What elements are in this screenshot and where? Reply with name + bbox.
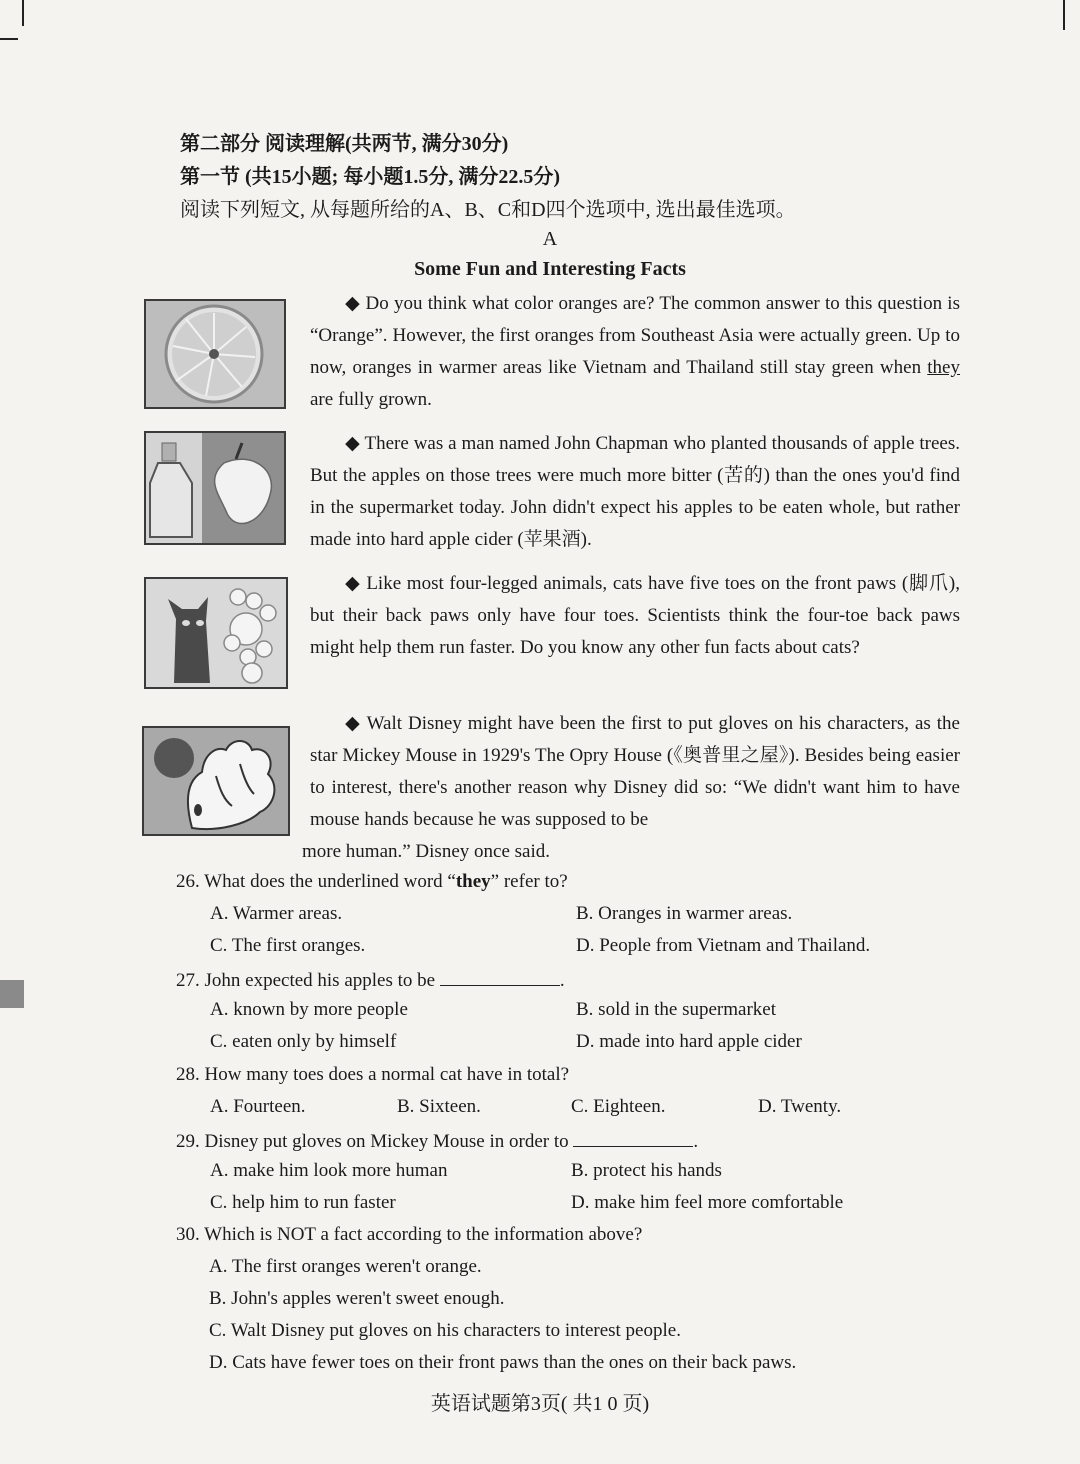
question-number: 26.	[176, 871, 200, 892]
option-c[interactable]: C. Eighteen.	[571, 1096, 666, 1117]
crop-mark	[0, 38, 18, 40]
crop-mark	[22, 0, 24, 26]
answer-blank	[573, 1128, 693, 1147]
option-d[interactable]: D. Twenty.	[758, 1096, 842, 1117]
question-stem: John expected his apples to be	[204, 970, 436, 991]
underlined-word: they	[927, 357, 960, 378]
question-27: 27. John expected his apples to be .	[176, 967, 565, 992]
section-header	[180, 128, 1000, 227]
question-stem: Which is NOT a fact according to the information above?	[204, 1224, 643, 1245]
option-a[interactable]: A. known by more people	[210, 999, 408, 1020]
binding-tab	[0, 980, 24, 1008]
option-c[interactable]: C. Walt Disney put gloves on his characters to interest people.	[209, 1320, 681, 1341]
option-d[interactable]: D. People from Vietnam and Thailand.	[576, 935, 871, 956]
fact-text: ◆ Like most four-legged animals, cats have five toes on the front paws (脚爪), but their back paws only have four toes. Scientists think the four-toe back paws might help them run faster. Do you know any other fun facts about cats?	[310, 573, 960, 658]
option-b[interactable]: B. Sixteen.	[397, 1096, 481, 1117]
fact-apple	[310, 428, 960, 556]
option-b[interactable]: B. protect his hands	[571, 1160, 722, 1181]
instructions: 阅读下列短文, 从每题所给的A、B、C和D四个选项中, 选出最佳选项。	[180, 199, 796, 221]
question-29: 29. Disney put gloves on Mickey Mouse in order to .	[176, 1128, 698, 1153]
section-title: 第一节 (共15小题; 每小题1.5分, 满分22.5分)	[180, 166, 560, 188]
fact-text: more human.” Disney once said.	[302, 841, 550, 862]
cider-apple-image	[144, 431, 286, 545]
option-c[interactable]: C. eaten only by himself	[210, 1031, 397, 1052]
question-keyword: they	[455, 871, 491, 892]
fact-text: ◆ Walt Disney might have been the first to put gloves on his characters, as the star Mickey Mouse in 1929's The Opry House (《奥普里之屋》). Besides being easier to interest, there's another reason why Disney did so: “We didn't want him to have mouse hands because he was supposed to be	[310, 713, 960, 830]
question-stem: ” refer to?	[490, 871, 568, 892]
crop-mark	[1063, 0, 1065, 30]
question-26	[176, 871, 568, 893]
question-number: 29.	[176, 1131, 200, 1152]
fact-orange	[310, 288, 960, 416]
option-a[interactable]: A. The first oranges weren't orange.	[209, 1256, 482, 1277]
option-b[interactable]: B. John's apples weren't sweet enough.	[209, 1288, 505, 1309]
option-d[interactable]: D. Cats have fewer toes on their front paws than the ones on their back paws.	[209, 1352, 797, 1373]
question-30	[176, 1224, 642, 1246]
fact-cat	[310, 568, 960, 664]
question-stem: What does the underlined word “	[204, 871, 456, 892]
option-c[interactable]: C. help him to run faster	[210, 1192, 396, 1213]
orange-image	[144, 299, 286, 409]
option-a[interactable]: A. make him look more human	[210, 1160, 448, 1181]
fact-text: ◆ Do you think what color oranges are? The common answer to this question is “Orange”. However, the first oranges from Southeast Asia were actually green. Up to now, oranges in warmer areas like Vietnam and Thailand still stay green when	[310, 293, 960, 378]
option-c[interactable]: C. The first oranges.	[210, 935, 366, 956]
fact-text: ◆ There was a man named John Chapman who planted thousands of apple trees. But the apples on those trees were much more bitter (苦的) than the ones you'd find in the supermarket today. John didn't expect his apples to be eaten whole, but rather made into hard apple cider (苹果酒).	[310, 433, 960, 550]
page-footer: 英语试题第3页( 共1 0 页)	[430, 1393, 650, 1415]
passage-letter: A	[542, 228, 558, 250]
question-stem: How many toes does a normal cat have in total?	[204, 1064, 570, 1085]
option-b[interactable]: B. sold in the supermarket	[576, 999, 776, 1020]
question-number: 27.	[176, 970, 200, 991]
fact-text: are fully grown.	[310, 389, 432, 410]
answer-blank	[440, 967, 560, 986]
part-title: 第二部分 阅读理解(共两节, 满分30分)	[180, 133, 509, 155]
question-stem: Disney put gloves on Mickey Mouse in order to	[204, 1131, 569, 1152]
cat-paws-image	[144, 577, 288, 689]
mickey-glove-image	[142, 726, 290, 836]
option-a[interactable]: A. Warmer areas.	[210, 903, 343, 924]
option-a[interactable]: A. Fourteen.	[210, 1096, 306, 1117]
option-d[interactable]: D. made into hard apple cider	[576, 1031, 802, 1052]
passage-title: Some Fun and Interesting Facts	[414, 258, 686, 280]
question-number: 28.	[176, 1064, 200, 1085]
option-b[interactable]: B. Oranges in warmer areas.	[576, 903, 793, 924]
option-d[interactable]: D. make him feel more comfortable	[571, 1192, 844, 1213]
fact-disney	[302, 708, 960, 868]
question-28	[176, 1064, 569, 1086]
question-number: 30.	[176, 1224, 200, 1245]
